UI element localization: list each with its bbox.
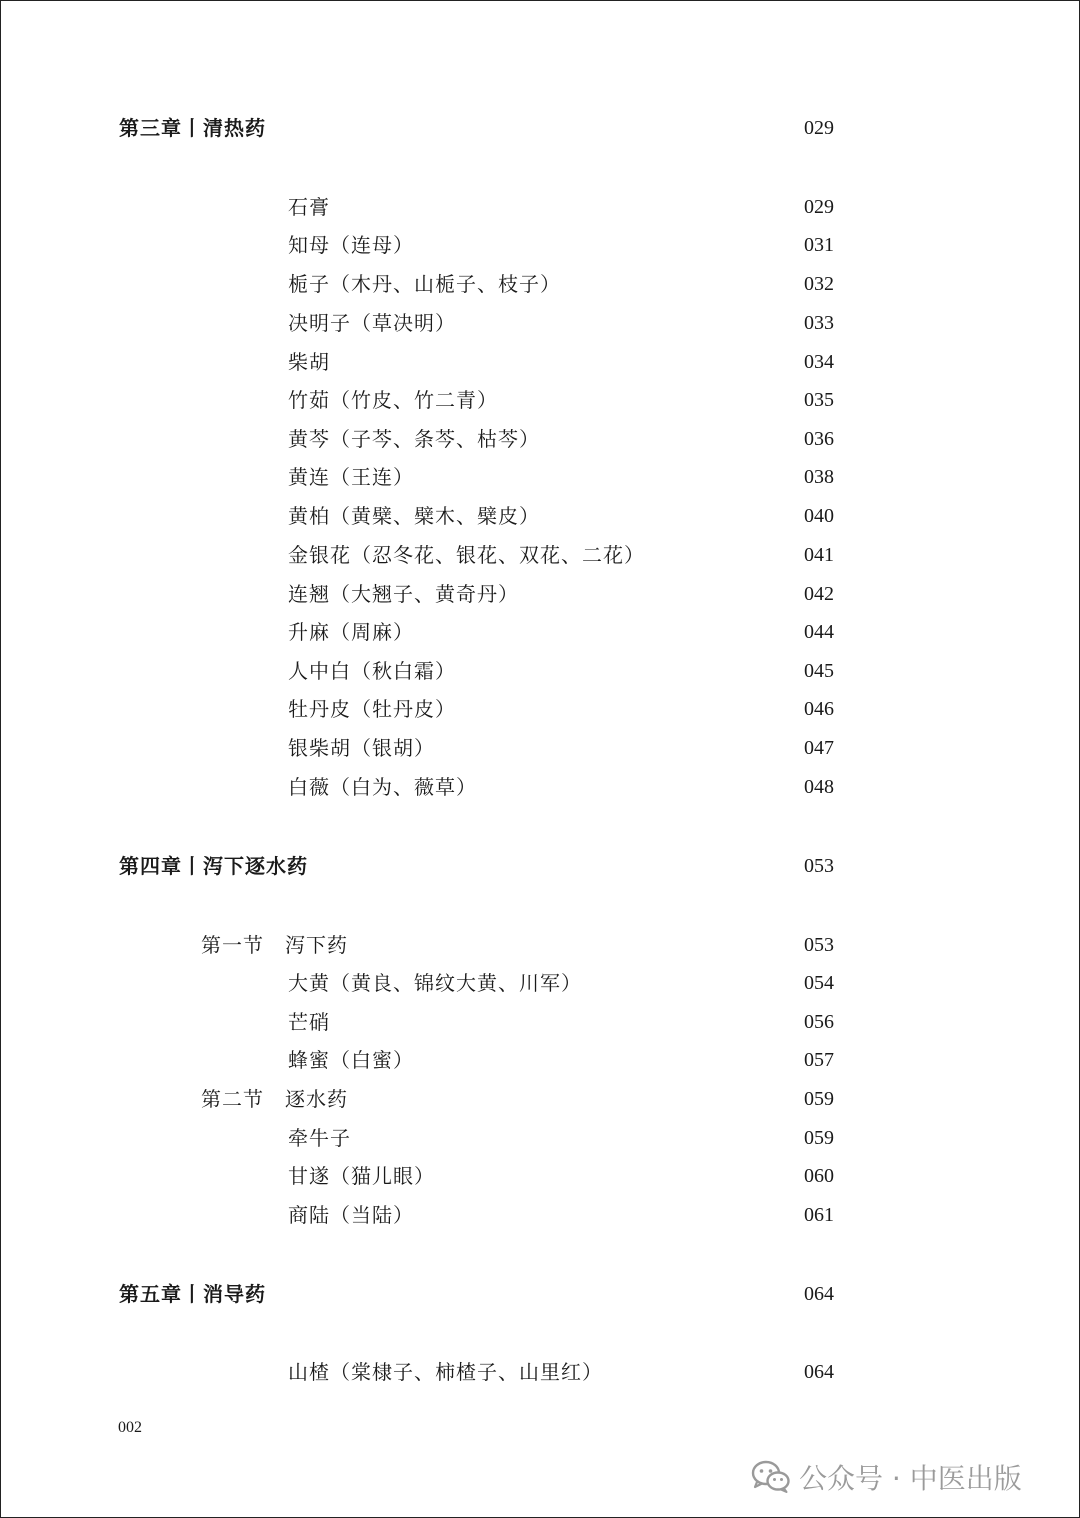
entry-page: 033 [804,312,834,334]
toc-entry[interactable] [1,421,1079,457]
toc-section-2[interactable] [1,1081,1079,1117]
entry-page: 040 [804,505,834,527]
section-page: 059 [804,1088,834,1110]
toc-entry[interactable] [1,576,1079,612]
entry-page: 044 [804,621,834,643]
section-name: 逐水药 [285,1087,348,1111]
entry-name: 栀子（木丹、山栀子、枝子） [288,272,561,296]
entry-name: 牡丹皮（牡丹皮） [288,697,456,721]
section-label: 第一节 [201,933,264,957]
entry-name: 竹茹（竹皮、竹二青） [288,388,498,412]
entry-page: 047 [804,737,834,759]
entry-name: 大黄（黄良、锦纹大黄、川军） [288,971,582,995]
toc-entry[interactable] [1,730,1079,766]
entry-page: 036 [804,428,834,450]
entry-name: 知母（连母） [288,233,414,257]
toc-entry[interactable] [1,653,1079,689]
entry-name: 黄连（王连） [288,465,414,489]
entry-name: 决明子（草决明） [288,311,456,335]
chapter-page: 053 [804,855,834,877]
entry-name: 甘遂（猫儿眼） [288,1164,435,1188]
entry-page: 064 [804,1361,834,1383]
toc-entry[interactable] [1,1197,1079,1233]
section-label: 第二节 [201,1087,264,1111]
entry-page: 054 [804,972,834,994]
entry-page: 032 [804,273,834,295]
entry-name: 牵牛子 [288,1126,351,1150]
entry-page: 031 [804,234,834,256]
entry-name: 蜂蜜（白蜜） [288,1048,414,1072]
toc-entry[interactable] [1,1120,1079,1156]
toc-entry[interactable] [1,227,1079,263]
entry-page: 029 [804,196,834,218]
toc-entry[interactable] [1,1158,1079,1194]
entry-name: 黄柏（黄檗、檗木、檗皮） [288,504,540,528]
section-name: 泻下药 [285,933,348,957]
section-page: 053 [804,934,834,956]
chapter-page: 064 [804,1283,834,1305]
toc-entry[interactable] [1,769,1079,805]
chapter-title: 第四章丨泻下逐水药 [119,854,308,878]
entry-page: 056 [804,1011,834,1033]
entry-page: 041 [804,544,834,566]
entry-name: 黄芩（子芩、条芩、枯芩） [288,427,540,451]
wechat-icon [751,1460,791,1494]
toc-entry[interactable] [1,498,1079,534]
toc-entry[interactable] [1,1004,1079,1040]
page-number: 002 [118,1419,142,1436]
entry-page: 042 [804,583,834,605]
toc-entry[interactable] [1,344,1079,380]
entry-page: 046 [804,698,834,720]
entry-page: 059 [804,1127,834,1149]
toc-entry[interactable] [1,305,1079,341]
watermark-text: 公众号 · 中医出版 [799,1462,1022,1495]
chapter-page: 029 [804,117,834,139]
entry-page: 061 [804,1204,834,1226]
entry-page: 057 [804,1049,834,1071]
entry-page: 060 [804,1165,834,1187]
entry-name: 商陆（当陆） [288,1203,414,1227]
toc-entry[interactable] [1,537,1079,573]
chapter-title: 第五章丨消导药 [119,1282,266,1306]
toc-entry[interactable] [1,266,1079,302]
toc-entry[interactable] [1,1354,1079,1390]
toc-entry[interactable] [1,1042,1079,1078]
toc-entry[interactable] [1,459,1079,495]
toc-entry[interactable] [1,965,1079,1001]
entry-name: 连翘（大翘子、黄奇丹） [288,582,519,606]
entry-page: 045 [804,660,834,682]
toc-entry[interactable] [1,691,1079,727]
toc-entry[interactable] [1,614,1079,650]
entry-page: 035 [804,389,834,411]
entry-name: 芒硝 [288,1010,330,1034]
entry-page: 048 [804,776,834,798]
watermark [751,1457,1022,1497]
entry-name: 石膏 [288,195,330,219]
entry-name: 山楂（棠棣子、柿楂子、山里红） [288,1360,603,1384]
entry-name: 银柴胡（银胡） [288,736,435,760]
toc-chapter-5[interactable] [1,1276,1079,1312]
toc-section-1[interactable] [1,927,1079,963]
entry-name: 金银花（忍冬花、银花、双花、二花） [288,543,645,567]
entry-page: 038 [804,466,834,488]
toc-chapter-3[interactable] [1,110,1079,146]
entry-page: 034 [804,351,834,373]
toc-entry[interactable] [1,382,1079,418]
chapter-title: 第三章丨清热药 [119,116,266,140]
entry-name: 升麻（周麻） [288,620,414,644]
toc-entry[interactable] [1,189,1079,225]
toc-chapter-4[interactable] [1,848,1079,884]
entry-name: 柴胡 [288,350,330,374]
entry-name: 人中白（秋白霜） [288,659,456,683]
entry-name: 白薇（白为、薇草） [288,775,477,799]
